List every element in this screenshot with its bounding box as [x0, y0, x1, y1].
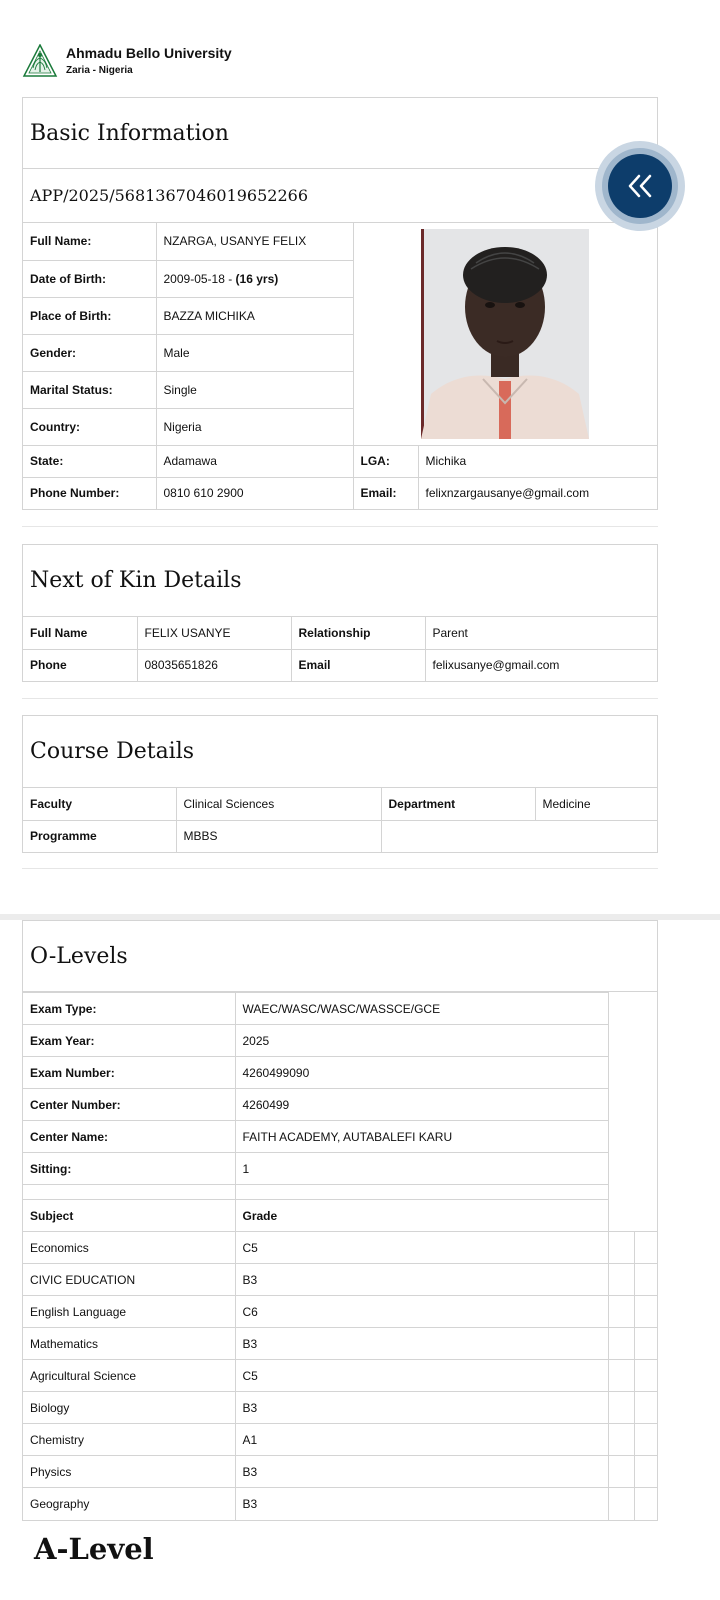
lga-label: LGA: [353, 445, 418, 477]
grade-header: Grade [235, 1200, 608, 1232]
table-row [23, 649, 657, 681]
kin-email-value: felixusanye@gmail.com [425, 649, 657, 681]
exam-info-label: Center Number: [23, 1089, 235, 1121]
exam-info-value: 2025 [235, 1025, 608, 1057]
blank-cell [634, 1392, 657, 1424]
table-row [23, 1328, 657, 1360]
blank-cell [608, 1456, 634, 1488]
exam-info-value: FAITH ACADEMY, AUTABALEFI KARU [235, 1121, 608, 1153]
full-name-label: Full Name: [23, 223, 156, 260]
university-location: Zaria - Nigeria [66, 65, 133, 76]
subject-name: Chemistry [23, 1424, 235, 1456]
table-row [23, 1296, 657, 1328]
blank-cell [608, 1488, 634, 1520]
subject-grade: C5 [235, 1232, 608, 1264]
abu-crest-logo [22, 44, 58, 78]
subject-grade: C5 [235, 1360, 608, 1392]
table-row [23, 1360, 657, 1392]
place-of-birth-value: BAZZA MICHIKA [156, 297, 353, 334]
table-row [23, 1185, 657, 1200]
table-row [23, 1025, 657, 1057]
empty-cell [381, 820, 657, 852]
kin-phone-value: 08035651826 [137, 649, 291, 681]
table-row [23, 1153, 657, 1185]
blank-cell [634, 1232, 657, 1264]
date-of-birth-value: 2009-05-18 - [163, 271, 236, 286]
blank-cell [634, 1296, 657, 1328]
age-value: (16 yrs) [235, 271, 279, 286]
exam-info-label: Exam Number: [23, 1057, 235, 1089]
department-label: Department [381, 788, 535, 820]
divider [22, 698, 658, 699]
table-row [23, 1488, 657, 1520]
phone-number-label: Phone Number: [23, 477, 156, 509]
subject-name: Economics [23, 1232, 235, 1264]
subject-name: Geography [23, 1488, 235, 1520]
spacer-cell [235, 1185, 608, 1200]
subject-grade: B3 [235, 1488, 608, 1520]
course-details-table [23, 788, 657, 852]
next-of-kin-card [22, 544, 658, 682]
kin-phone-label: Phone [23, 649, 137, 681]
blank-cell [608, 1089, 657, 1121]
next-of-kin-table [23, 617, 657, 681]
application-id: APP/2025/5681367046019652266 [23, 169, 657, 223]
kin-relationship-value: Parent [425, 617, 657, 649]
divider [22, 868, 658, 869]
faculty-value: Clinical Sciences [176, 788, 381, 820]
country-value: Nigeria [156, 408, 353, 445]
phone-number-value: 0810 610 2900 [156, 477, 353, 509]
table-row [23, 820, 657, 852]
subject-name: CIVIC EDUCATION [23, 1264, 235, 1296]
table-row [23, 1089, 657, 1121]
blank-cell [634, 1488, 657, 1520]
next-of-kin-title: Next of Kin Details [23, 545, 657, 617]
exam-info-value: 4260499 [235, 1089, 608, 1121]
blank-cell [634, 1328, 657, 1360]
blank-cell [608, 1296, 634, 1328]
blank-cell [608, 1360, 634, 1392]
programme-value: MBBS [176, 820, 381, 852]
table-row [23, 1200, 657, 1232]
exam-info-label: Sitting: [23, 1153, 235, 1185]
subject-grade: B3 [235, 1328, 608, 1360]
table-row [23, 1264, 657, 1296]
department-value: Medicine [535, 788, 657, 820]
subject-grade: A1 [235, 1424, 608, 1456]
blank-cell [608, 1424, 634, 1456]
olevels-title: O-Levels [23, 921, 657, 992]
table-row [23, 223, 657, 260]
exam-info-value: 1 [235, 1153, 608, 1185]
blank-cell [634, 1360, 657, 1392]
page-header [22, 44, 232, 78]
place-of-birth-label: Place of Birth: [23, 297, 156, 334]
date-of-birth-label: Date of Birth: [23, 260, 156, 297]
blank-cell [608, 993, 657, 1025]
subject-grade: B3 [235, 1456, 608, 1488]
subject-header: Subject [23, 1200, 235, 1232]
spacer-cell [23, 1185, 235, 1200]
marital-status-value: Single [156, 371, 353, 408]
subject-grade: B3 [235, 1264, 608, 1296]
marital-status-label: Marital Status: [23, 371, 156, 408]
blank-cell [608, 1185, 657, 1200]
table-row [23, 788, 657, 820]
back-button[interactable] [608, 154, 672, 218]
kin-email-label: Email [291, 649, 425, 681]
email-label: Email: [353, 477, 418, 509]
email-value: felixnzargausanye@gmail.com [418, 477, 657, 509]
table-row [23, 1424, 657, 1456]
olevels-card [22, 920, 658, 1521]
gender-label: Gender: [23, 334, 156, 371]
divider [22, 526, 658, 527]
university-name: Ahmadu Bello University [66, 45, 232, 61]
gender-value: Male [156, 334, 353, 371]
lga-value: Michika [418, 445, 657, 477]
blank-cell [608, 1025, 657, 1057]
kin-full-name-label: Full Name [23, 617, 137, 649]
table-row [23, 1392, 657, 1424]
subject-grade: C6 [235, 1296, 608, 1328]
double-chevron-left-icon [625, 171, 655, 201]
exam-info-value: WAEC/WASC/WASC/WASSCE/GCE [235, 993, 608, 1025]
blank-cell [608, 1328, 634, 1360]
exam-info-value: 4260499090 [235, 1057, 608, 1089]
alevel-title: A-Level [34, 1532, 154, 1566]
blank-cell [634, 1424, 657, 1456]
faculty-label: Faculty [23, 788, 176, 820]
subject-name: Mathematics [23, 1328, 235, 1360]
table-row [23, 617, 657, 649]
full-name-value: NZARGA, USANYE FELIX [156, 223, 353, 260]
table-row [23, 477, 657, 509]
course-details-title: Course Details [23, 716, 657, 788]
exam-info-label: Exam Type: [23, 993, 235, 1025]
blank-cell [608, 1264, 634, 1296]
subject-name: Agricultural Science [23, 1360, 235, 1392]
subject-name: English Language [23, 1296, 235, 1328]
date-of-birth-cell [156, 260, 353, 297]
blank-cell [608, 1057, 657, 1089]
applicant-photo [421, 229, 589, 439]
blank-cell [608, 1121, 657, 1153]
exam-info-label: Center Name: [23, 1121, 235, 1153]
blank-cell [608, 1153, 657, 1185]
olevels-table [23, 992, 657, 1520]
blank-cell [634, 1264, 657, 1296]
table-row [23, 993, 657, 1025]
course-details-card [22, 715, 658, 853]
exam-info-label: Exam Year: [23, 1025, 235, 1057]
country-label: Country: [23, 408, 156, 445]
blank-cell [608, 1232, 634, 1264]
programme-label: Programme [23, 820, 176, 852]
kin-full-name-value: FELIX USANYE [137, 617, 291, 649]
basic-information-card [22, 97, 658, 510]
subject-name: Physics [23, 1456, 235, 1488]
kin-relationship-label: Relationship [291, 617, 425, 649]
blank-cell [608, 1200, 657, 1232]
table-row [23, 1232, 657, 1264]
subject-name: Biology [23, 1392, 235, 1424]
blank-cell [608, 1392, 634, 1424]
state-value: Adamawa [156, 445, 353, 477]
table-row [23, 1456, 657, 1488]
photo-cell [353, 223, 657, 445]
blank-cell [634, 1456, 657, 1488]
table-row [23, 445, 657, 477]
basic-info-table [23, 223, 657, 509]
subject-grade: B3 [235, 1392, 608, 1424]
table-row [23, 1121, 657, 1153]
state-label: State: [23, 445, 156, 477]
basic-information-title: Basic Information [23, 98, 657, 169]
table-row [23, 1057, 657, 1089]
